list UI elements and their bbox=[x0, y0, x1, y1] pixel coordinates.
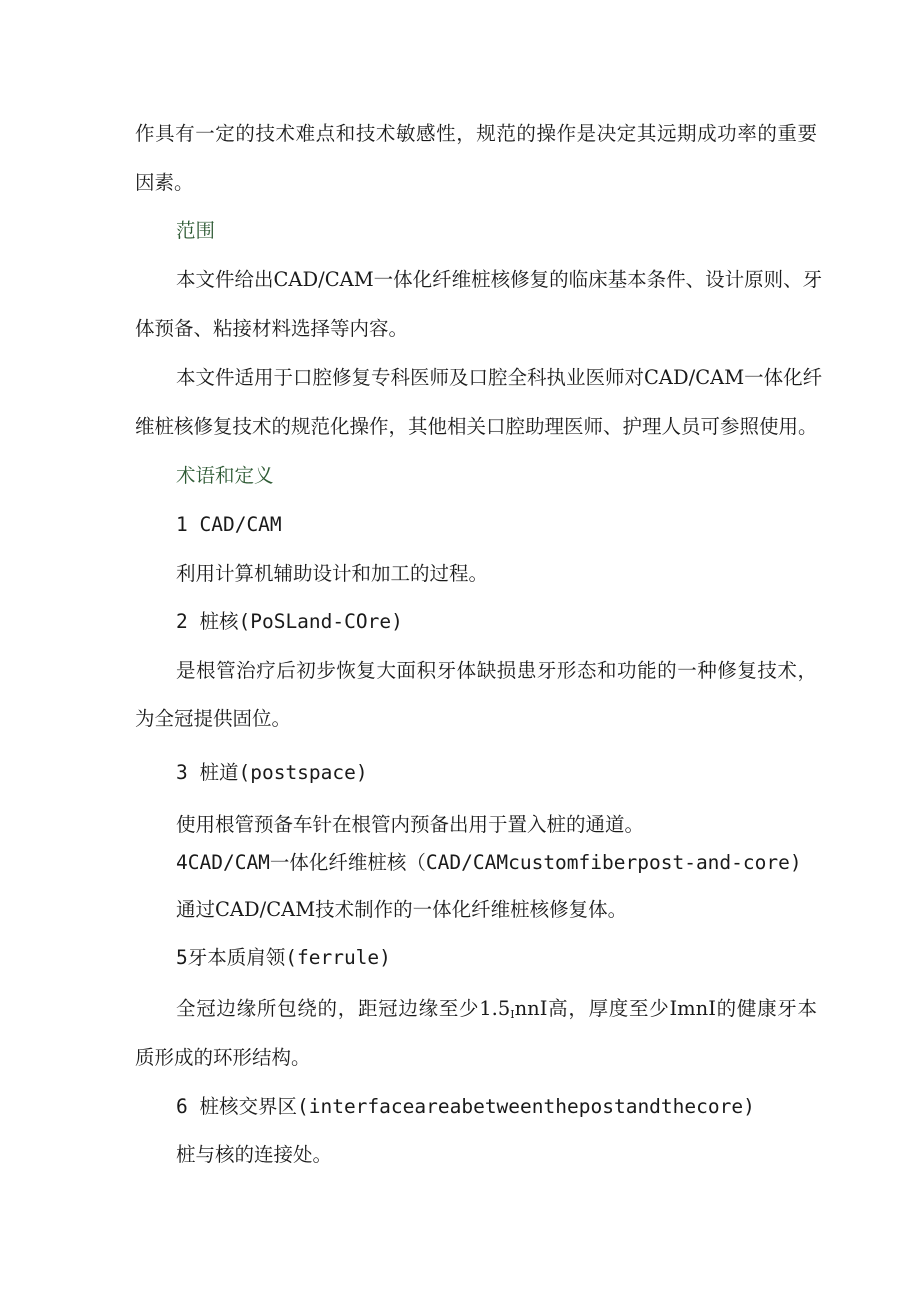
paragraph-line: 本文件给出CAD/CAM一体化纤维桩核修复的临床基本条件、设计原则、牙 bbox=[176, 268, 823, 291]
definition-text: nnI高，厚度至少ImnI的健康牙本 bbox=[514, 997, 817, 1020]
term-definition: 为全冠提供固位。 bbox=[135, 707, 292, 730]
term-title: 5牙本质肩领(ferrule) bbox=[176, 946, 391, 969]
term-definition: 是根管治疗后初步恢复大面积牙体缺损患牙形态和功能的一种修复技术， bbox=[176, 659, 817, 682]
term-definition: 质形成的环形结构。 bbox=[135, 1046, 311, 1069]
term-title: 6 桩核交界区(interfaceareabetweenthepostandthecore) bbox=[176, 1095, 755, 1118]
term-title: 1 CAD/CAM bbox=[176, 513, 282, 536]
term-definition: 利用计算机辅助设计和加工的过程。 bbox=[176, 562, 489, 585]
section-heading-terms: 术语和定义 bbox=[176, 464, 274, 487]
term-definition bbox=[176, 997, 817, 1027]
paragraph-line: 因素。 bbox=[135, 171, 194, 194]
term-definition: 通过CAD/CAM技术制作的一体化纤维桩核修复体。 bbox=[176, 898, 628, 921]
term-definition: 桩与核的连接处。 bbox=[176, 1143, 333, 1166]
paragraph-line: 本文件适用于口腔修复专科医师及口腔全科执业医师对CAD/CAM一体化纤 bbox=[176, 366, 823, 389]
paragraph-line: 作具有一定的技术难点和技术敏感性，规范的操作是决定其远期成功率的重要 bbox=[135, 122, 817, 145]
paragraph-line: 体预备、粘接材料选择等内容。 bbox=[135, 317, 409, 340]
term-title: 2 桩核(PoSLand-COre) bbox=[176, 610, 403, 633]
term-title: 4CAD/CAM一体化纤维桩核（CAD/CAMcustomfiberpost-and-core) bbox=[176, 851, 802, 874]
definition-text: 全冠边缘所包绕的，距冠边缘至少1.5 bbox=[176, 997, 511, 1020]
term-title: 3 桩道(postspace) bbox=[176, 761, 368, 784]
subscript-text: I bbox=[510, 1008, 515, 1021]
paragraph-line: 维桩核修复技术的规范化操作，其他相关口腔助理医师、护理人员可参照使用。 bbox=[135, 415, 818, 438]
section-heading-scope: 范围 bbox=[176, 219, 216, 242]
term-definition: 使用根管预备车针在根管内预备出用于置入桩的通道。 bbox=[176, 813, 645, 836]
